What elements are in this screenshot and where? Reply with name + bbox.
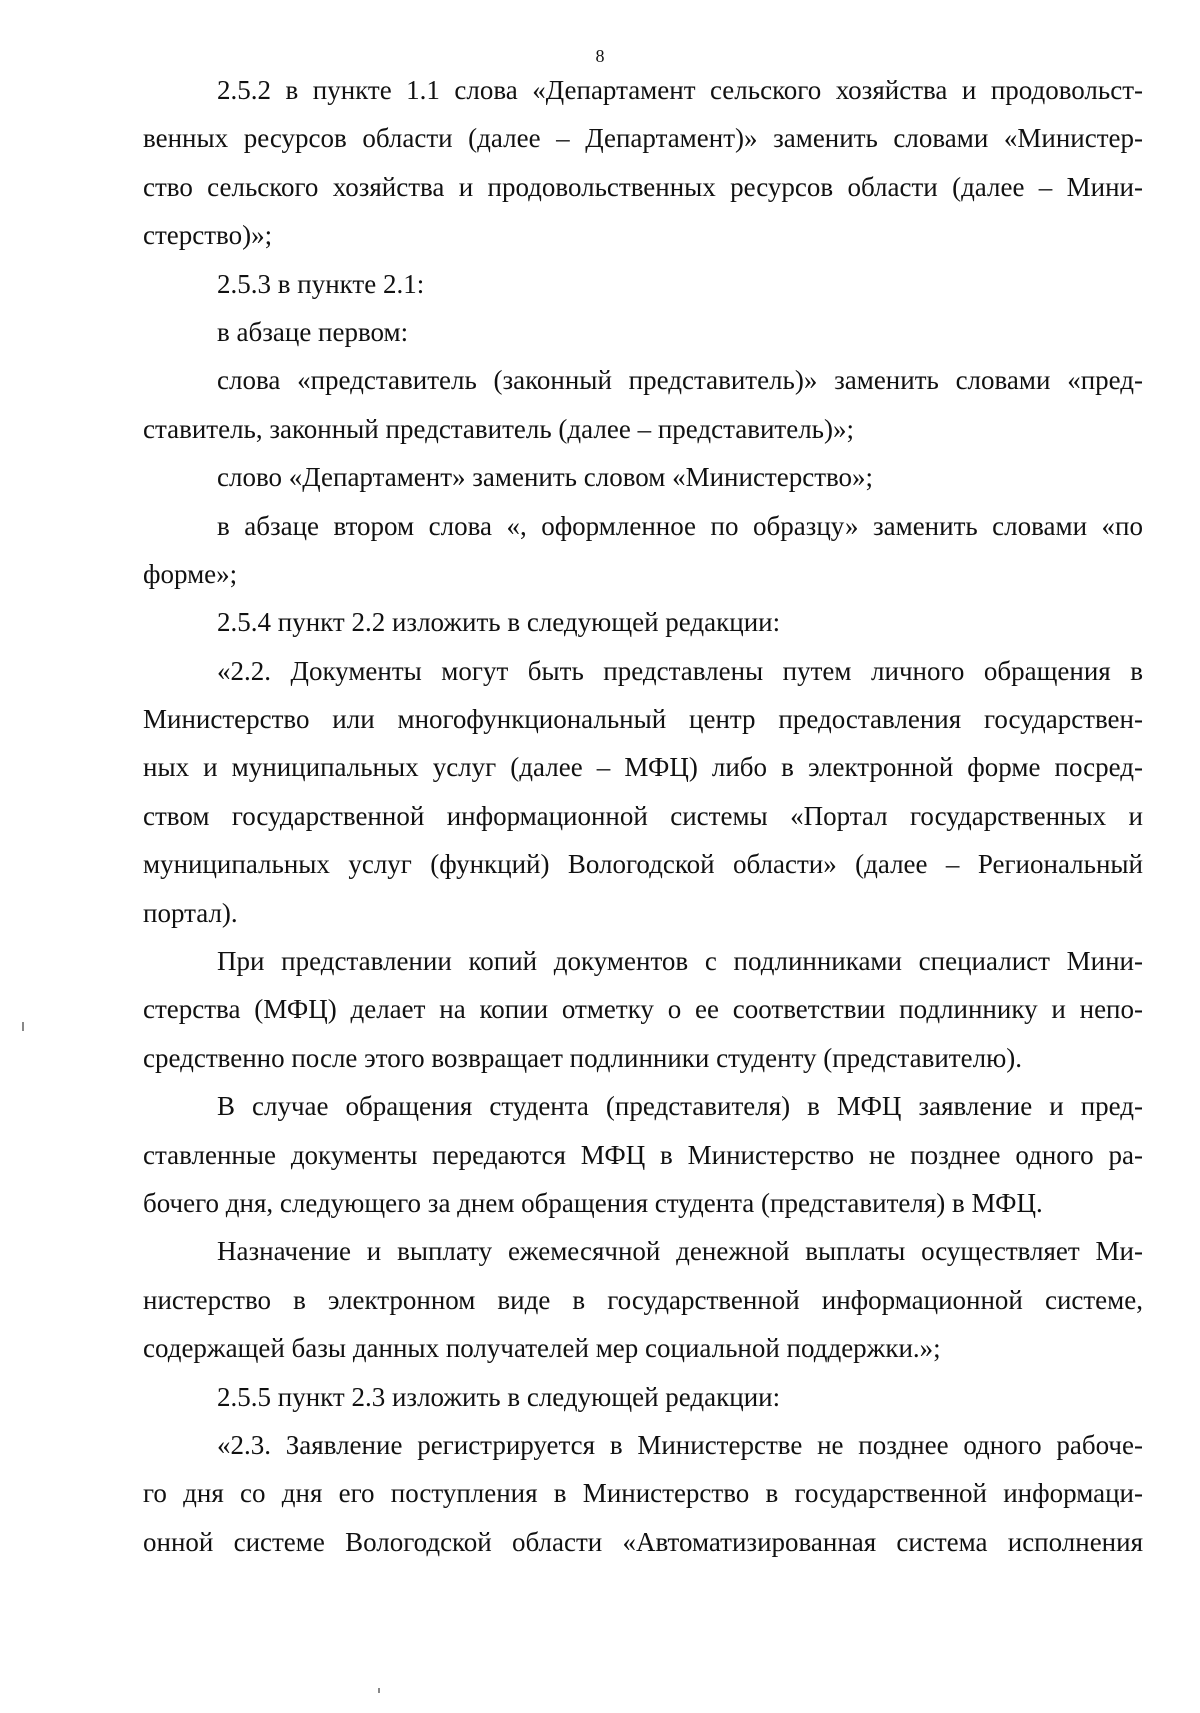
text-line: онной системе Вологодской области «Автоматизированная система исполнения (143, 1526, 1143, 1557)
text-line: ных и муниципальных услуг (далее – МФЦ) либо в электронной форме посред- (143, 752, 1143, 783)
text-line: содержащей базы данных получателей мер социальной поддержки.»; (143, 1333, 941, 1364)
text-line: портал). (143, 897, 238, 928)
document-body (143, 66, 1143, 1566)
page-number: 8 (595, 46, 605, 66)
text-line: стерства (МФЦ) делает на копии отметку о ее соответствии подлиннику и непо- (143, 994, 1143, 1025)
text-line: слово «Департамент» заменить словом «Министерство»; (217, 462, 874, 493)
text-line: в абзаце втором слова «, оформленное по образцу» заменить словами «по (217, 510, 1143, 541)
text-line: го дня со дня его поступления в Министерство в государственной информаци- (143, 1478, 1143, 1509)
text-line: ством государственной информационной системы «Портал государственных и (143, 800, 1143, 831)
text-line: ство сельского хозяйства и продовольственных ресурсов области (далее – Мини- (143, 171, 1143, 202)
text-line: При представлении копий документов с подлинниками специалист Мини- (217, 946, 1143, 977)
text-line: 2.5.3 в пункте 2.1: (217, 268, 425, 299)
text-line: Назначение и выплату ежемесячной денежной выплаты осуществляет Ми- (217, 1236, 1143, 1267)
text-line: В случае обращения студента (представителя) в МФЦ заявление и пред- (217, 1091, 1143, 1122)
text-line: «2.3. Заявление регистрируется в Министерстве не позднее одного рабоче- (217, 1429, 1143, 1460)
scan-speck (22, 1022, 24, 1031)
text-line: стерство)»; (143, 220, 273, 251)
text-line: ставитель, законный представитель (далее – представитель)»; (143, 413, 854, 444)
text-line: 2.5.2 в пункте 1.1 слова «Департамент сельского хозяйства и продовольст- (217, 75, 1143, 105)
text-line: нистерство в электронном виде в государственной информационной системе, (143, 1284, 1143, 1315)
text-line: муниципальных услуг (функций) Вологодской области» (далее – Региональный (143, 849, 1143, 880)
text-line: бочего дня, следующего за днем обращения студента (представителя) в МФЦ. (143, 1187, 1043, 1218)
text-line: Министерство или многофункциональный центр предоставления государствен- (143, 704, 1143, 735)
text-line: 2.5.5 пункт 2.3 изложить в следующей редакции: (217, 1381, 781, 1412)
text-line: ставленные документы передаются МФЦ в Министерство не позднее одного ра- (143, 1139, 1143, 1170)
text-line: слова «представитель (законный представитель)» заменить словами «пред- (217, 365, 1143, 396)
text-line: средственно после этого возвращает подлинники студенту (представителю). (143, 1042, 1022, 1073)
text-line: 2.5.4 пункт 2.2 изложить в следующей редакции: (217, 607, 781, 638)
text-line: венных ресурсов области (далее – Департамент)» заменить словами «Министер- (143, 123, 1143, 154)
scan-speck (378, 1688, 380, 1693)
text-line: форме»; (143, 558, 238, 589)
text-line: «2.2. Документы могут быть представлены путем личного обращения в (217, 655, 1143, 686)
text-line: в абзаце первом: (217, 316, 409, 347)
